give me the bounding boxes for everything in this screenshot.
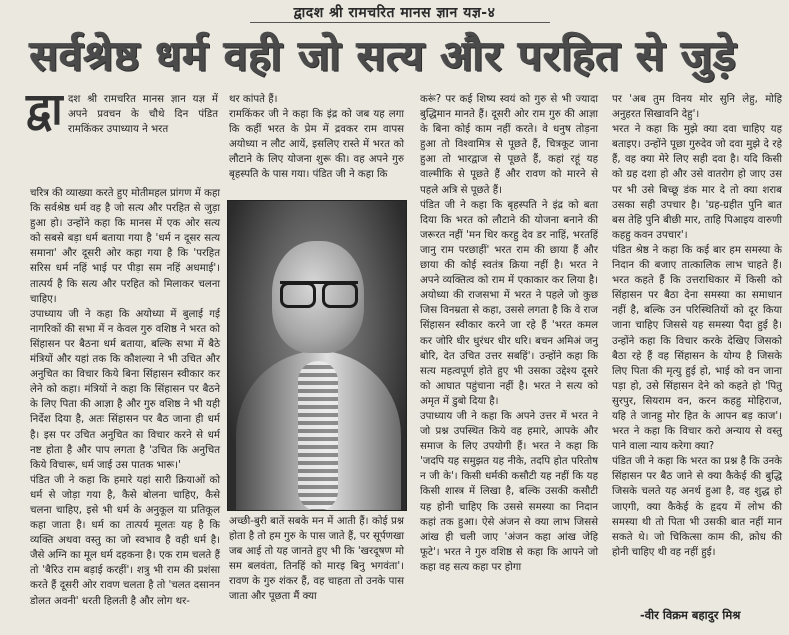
author-byline: -वीर विक्रम बहादुर मिश्र (640, 608, 741, 622)
headline: सर्वश्रेष्ठ धर्म वही जो सत्य और परहित से जुड़े (30, 31, 737, 80)
paragraph: पंडित श्रेष्ठ ने कहा कि कई बार हम समस्या के निदान की बजाए तात्कालिक लाभ चाहते हैं। भरत कहते हैं कि उत्तराधिकार में किसी को सिंहासन पर बैठा देना समस्या का समाधान नहीं है, बल्कि उन परिस्थितियों को दूर किया जाना चाहिए जिससे यह समस्या पैदा हुई है। उन्होंने कहा कि विचार करके देखिए जिसको बैठा रहे हैं वह सिंहासन के योग्य है जिसके लिए पिता की मृत्यु हुई हो, भाई को वन जाना पड़ा हो, उसे सिंहासन देने को कहते हो 'पितु सुरपुर, सियराम वन, करन कहहु मोहिराज, यहि ते जानहु मोर हित के आपन बड़ काज'। भरत ने कहा कि विचार करो अन्याय से वस्तु पाने वाला न्याय करेगा क्या? (612, 244, 782, 453)
column-2-bottom (229, 514, 404, 605)
paragraph: भरत ने कहा कि मुझे क्या दवा चाहिए यह बताइए। उन्होंने पूछा गुरुदेव जो दवा मुझे दे रहे हैं, वह क्या मेरे लिए सही दवा है। यदि किसी को ग्रह दशा हो और उसे वातरोग हो जाए उस पर भी उसे बिच्छू डंक मार दे तो क्या शराब उसका सही उपचार है। 'ग्रह-ग्रहीत पुनि बात बस तेहि पुनि बीछी मार, ताहि पिआइय वारुणी कहहु कवन उपचार'। (612, 124, 782, 241)
column-1 (30, 186, 220, 609)
intro-paragraph: दश श्री रामचरित मानस ज्ञान यज्ञ में अपने प्रवचन के चौथे दिन पंडित रामकिंकर उपाध्याय ने भरत (68, 94, 218, 136)
paragraph: उपाध्याय जी ने कहा कि अयोध्या में बुलाई गई नागरिकों की सभा में न केवल गुरु वशिष्ठ ने भरत को सिंहासन पर बैठना धर्म बताया, बल्कि सभा में बैठे मंत्रियों और यहां तक कि कौशल्या ने भी उचित और अनुचित का विचार किये बिना सिंहासन स्वीकार कर लेने को कहा। मंत्रियों ने कहा कि सिंहासन पर बैठने के लिए पिता की आज्ञा है और गुरु वशिष्ठ ने भी यही निर्देश दिया है, अतः सिंहासन पर बैठ जाना ही धर्म है। इस पर उचित अनुचित का विचार करने से धर्म नष्ट होता है और पाप लगता है 'उचित कि अनुचित किये विचारू, धर्म जाई उस पातक भारू।' (30, 308, 220, 471)
paragraph: पंडित जी ने कहा कि भरत का प्रश्न है कि उनके सिंहासन पर बैठ जाने से क्या कैकेई की बुद्धि जिसके चलते यह अनर्थ हुआ है, वह शुद्ध हो जाएगी, क्या कैकेई के हृदय में लोभ की समस्या थी तो पिता भी उसकी बात नहीं मान सकते थे। जो चिकित्सा काम की, क्रोध की होनी चाहिए थी वह नहीं हुई। (612, 456, 782, 558)
paragraph: थर कांपते हैं। (229, 94, 278, 105)
speaker-photo (227, 200, 407, 511)
column-1-intro (68, 92, 218, 137)
paragraph: उपाध्याय जी ने कहा कि अपने उत्तर में भरत ने जो प्रश्न उपस्थित किये वह हमारे, आपके और समाज के लिए उपयोगी हैं। भरत ने कहा कि 'जदपि यह समुझत यह नीके, तदपि होत परितोष न जी के'। किसी धर्मकी कसौटी यह नहीं कि यह किसी शास्त्र में लिखा है, बल्कि उसकी कसौटी यह होनी चाहिए कि उससे समस्या का निदान कहां तक हुआ। ऐसे अंजन से क्या लाभ जिससे आंख ही चली जाए 'अंजन कहा आंख जेहि फूटे'। भरत ने गुरु वशिष्ठ से कहा कि आपने जो कहा वह सत्य कहा पर होगा (420, 410, 598, 573)
garland (298, 361, 338, 511)
series-kicker: द्वादश श्री रामचरित मानस ज्ञान यज्ञ-४ (293, 5, 496, 21)
column-2-top (229, 92, 404, 183)
drop-cap: द्वा (26, 84, 63, 135)
kicker-rule (250, 22, 550, 23)
paragraph: चरित्र की व्याख्या करते हुए मोतीमहल प्रांगण में कहा कि सर्वश्रेष्ठ धर्म वह है जो सत्य और परहित से जुड़ा हुआ हो। उन्होंने कहा कि मानस में एक ओर सत्य को सबसे बड़ा धर्म बताया गया है 'धर्म न दूसर सत्य समाना' और दूसरी ओर कहा गया है कि 'परहित सरिस धर्म नहिं भाई पर पीड़ा सम नहिं अधमाई'। तात्पर्य है कि सत्य और परहित को मिलाकर चलना चाहिए। (30, 188, 220, 305)
column-3 (420, 92, 598, 575)
paragraph: पर 'अब तुम विनय मोर सुनि लेहु, मोहि अनुहरत सिखावनि देहु'। (612, 94, 782, 121)
paragraph: पंडित जी ने कहा कि हमारे यहां सारी क्रियाओं को धर्म से जोड़ा गया है, कैसे बोलना चाहिए, कैसे चलना चाहिए, इसे भी धर्म के अनुकूल या प्रतिकूल कहा जाता है। धर्म का तात्पर्य मूलतः यह है कि व्यक्ति अथवा वस्तु का जो स्वभाव है वही धर्म है। जैसे अग्नि का मूल धर्म दहकना है। एक राम चलते हैं तो 'बैरिउ राम बड़ाई करहीं'। शत्रु भी राम की प्रशंसा करते हैं दूसरी ओर रावण चलता है तो 'चलत दसानन डोलत अवनी' धरती हिलती है और लोग थर- (30, 474, 220, 607)
paragraph: पंडित जी ने कहा कि बृहस्पति ने इंद्र को बता दिया कि भरत को लौटाने की योजना बनाने की जरूरत नहीं 'मन थिर करहु देव डर नाहिं, भरतहिं जानु राम परछाहीं' भरत राम की छाया हैं और छाया की कोई स्वतंत्र क्रिया नहीं है। भरत ने अपने व्यक्तित्व को राम में एकाकार कर लिया है। अयोध्या की राजसभा में भरत ने पहले जो कुछ जिस विनम्रता से कहा, उससे लगता है कि वे राज सिंहासन स्वीकार करने जा रहे हैं 'भरत कमल कर जोरि धीर धुरंधर धीर धरि। बचन अमिअं जनु बोरि, देत उचित उत्तर सबहिं'। उन्होंने कहा कि सत्य महत्वपूर्ण होते हुए भी उसका उद्देश्य दूसरे को आघात पहुंचाना नहीं है। भरत ने सत्य को अमृत में डुबो दिया है। (420, 199, 598, 407)
glasses-icon (280, 281, 358, 306)
column-4 (612, 92, 782, 560)
paragraph: रामकिंकर जी ने कहा कि इंद्र को जब यह लगा कि कहीं भरत के प्रेम में द्रवकर राम वापस अयोध्या न लौट आयें, इसलिए रास्ते में भरत को लौटाने के लिए योजना शुरू की। वह अपने गुरु बृहस्पति के पास गया। पंडित जी ने कहा कि (229, 109, 404, 181)
paragraph: करूं? पर कई शिष्य स्वयं को गुरु से भी ज्यादा बुद्धिमान मानते हैं। दूसरी ओर राम गुरु की आज्ञा के बिना कोई काम नहीं करते। वे धनुष तोड़ना हुआ तो विश्वामित्र से पूछते हैं, चित्रकूट जाना हुआ तो भारद्वाज से पूछते हैं, कहां रहूं यह वाल्मीकि से पूछते हैं और रावण को मारने से पहले अत्रि से पूछते हैं। (420, 94, 598, 196)
paragraph: अच्छी-बुरी बातें सबके मन में आती हैं। कोई प्रश्न होता है तो हम गुरु के पास जाते हैं, पर सूर्पणखा जब आई तो यह जानते हुए भी कि 'खरदूषण मो सम बलवंता, तिनहिं को मारइ बिनु भगवंता'। रावण के गुरु शंकर हैं, वह चाहता तो उनके पास जाता और पूछता मैं क्या (229, 516, 404, 603)
